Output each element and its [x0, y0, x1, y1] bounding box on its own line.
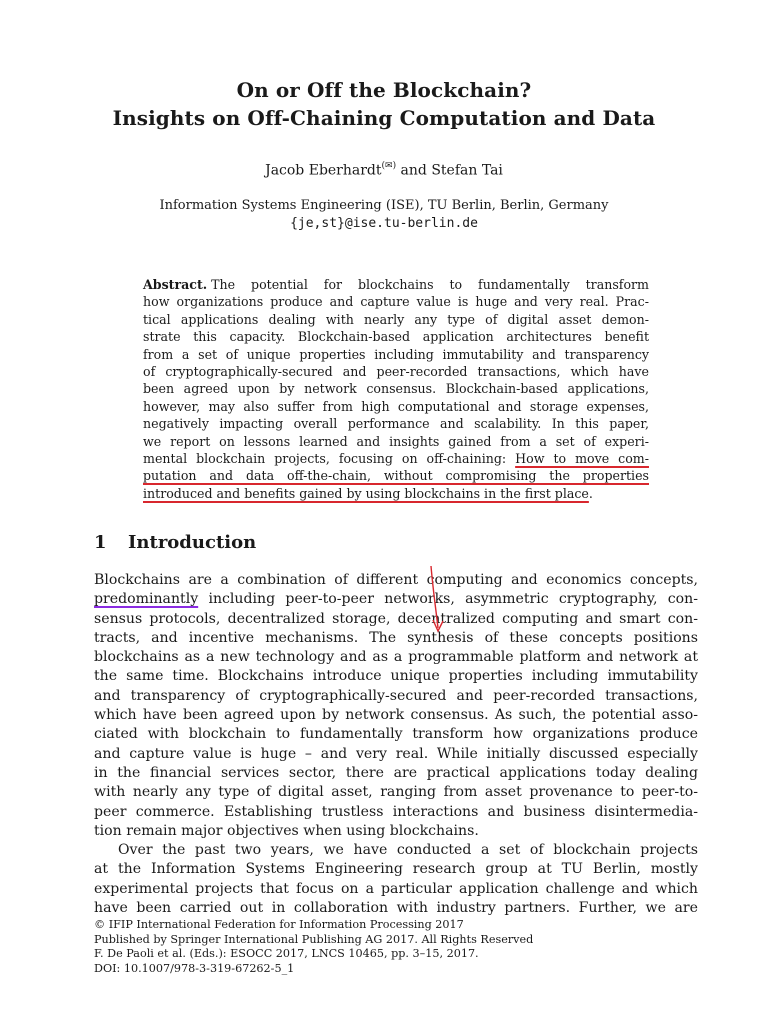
body-line: with nearly any type of digital asset, ranging from asset provenance to peer-to-	[94, 784, 698, 801]
abstract-line: strate this capacity. Blockchain-based application architectures benefit	[143, 329, 649, 345]
body-line: in the financial services sector, there are practical applications today dealing	[94, 764, 698, 781]
footer-line: Published by Springer International Publishing AG 2017. All Rights Reserved	[94, 932, 534, 946]
abstract-line: been agreed upon by network consensus. Blockchain-based applications,	[143, 381, 649, 397]
abstract-line: however, may also suffer from high computational and storage expenses,	[143, 398, 649, 414]
section-title: Introduction	[128, 532, 257, 553]
body-line: tracts, and incentive mechanisms. The synthesis of these concepts positions	[94, 629, 698, 646]
underlined-word: predominantly	[94, 591, 199, 608]
body-line: the same time. Blockchains introduce unique properties including immutability	[94, 668, 698, 685]
paper-title-line-1: On or Off the Blockchain?	[236, 78, 532, 102]
body-line: sensus protocols, decentralized storage, decentralized computing and smart con-	[94, 610, 698, 627]
abstract-line	[143, 467, 649, 484]
highlighted-research-question: How to move com-	[515, 450, 649, 466]
paper-title-line-2: Insights on Off-Chaining Computation and Data	[112, 106, 656, 130]
abstract-line: from a set of unique properties including immutability and transparency	[143, 346, 649, 362]
author-rest: and Stefan Tai	[396, 162, 503, 179]
authors	[0, 162, 768, 179]
body-text	[94, 571, 698, 918]
copyright-footer	[94, 918, 698, 976]
abstract-line: we report on lessons learned and insights gained from a set of experi-	[143, 433, 649, 449]
author-1: Jacob Eberhardt	[265, 162, 382, 179]
abstract-line: how organizations produce and capture value is huge and very real. Prac-	[143, 294, 649, 310]
body-line: and transparency of cryptographically-secured and peer-recorded transactions,	[94, 687, 698, 704]
body-line: ciated with blockchain to fundamentally transform how organizations produce	[94, 726, 698, 743]
footer-line: © IFIP International Federation for Information Processing 2017	[94, 918, 464, 931]
abstract	[143, 276, 649, 502]
footer-line: DOI: 10.1007/978-3-319-67262-5_1	[94, 961, 295, 975]
highlighted-research-question: putation and data off-the-chain, without compromising the properties	[143, 468, 649, 484]
section-number: 1	[94, 532, 107, 553]
body-line: peer commerce. Establishing trustless interactions and business disintermedia-	[94, 803, 698, 820]
body-line: blockchains as a new technology and as a programmable platform and network at	[94, 649, 698, 666]
abstract-line: negatively impacting overall performance and scalability. In this paper,	[143, 416, 649, 432]
abstract-line: mental blockchain projects, focusing on off-chaining: How to move com-	[143, 450, 649, 466]
body-line: Over the past two years, we have conducted a set of blockchain projects	[118, 842, 698, 859]
body-line: Blockchains are a combination of different computing and economics concepts,	[94, 572, 698, 588]
body-line: and capture value is huge – and very real. While initially discussed especially	[94, 745, 698, 762]
body-line: experimental projects that focus on a particular application challenge and which	[94, 880, 698, 897]
body-line: at the Information Systems Engineering research group at TU Berlin, mostly	[94, 861, 698, 878]
email: {je,st}@ise.tu-berlin.de	[290, 216, 478, 231]
body-line: which have been agreed upon by network consensus. As such, the potential asso-	[94, 707, 698, 724]
body-line: have been carried out in collaboration with industry partners. Further, we are	[94, 900, 698, 917]
corresponding-author-mail-icon: (✉)	[381, 161, 397, 171]
footer-line: F. De Paoli et al. (Eds.): ESOCC 2017, LNCS 10465, pp. 3–15, 2017.	[94, 947, 479, 961]
abstract-line: of cryptographically-secured and peer-recorded transactions, which have	[143, 363, 649, 379]
abstract-label: Abstract.	[143, 277, 208, 292]
affiliation: Information Systems Engineering (ISE), TU Berlin, Berlin, Germany	[159, 198, 609, 213]
body-line: tion remain major objectives when using blockchains.	[94, 822, 479, 839]
abstract-line: Abstract. The potential for blockchains to fundamentally transform	[143, 277, 649, 292]
body-line: predominantly including peer-to-peer networks, asymmetric cryptography, con-	[94, 591, 698, 608]
highlighted-research-question: introduced and benefits gained by using blockchains in the first place	[143, 485, 589, 501]
section-heading	[94, 532, 256, 553]
abstract-line: tical applications dealing with nearly any type of digital asset demon-	[143, 311, 649, 327]
abstract-line: introduced and benefits gained by using blockchains in the first place.	[143, 485, 593, 501]
